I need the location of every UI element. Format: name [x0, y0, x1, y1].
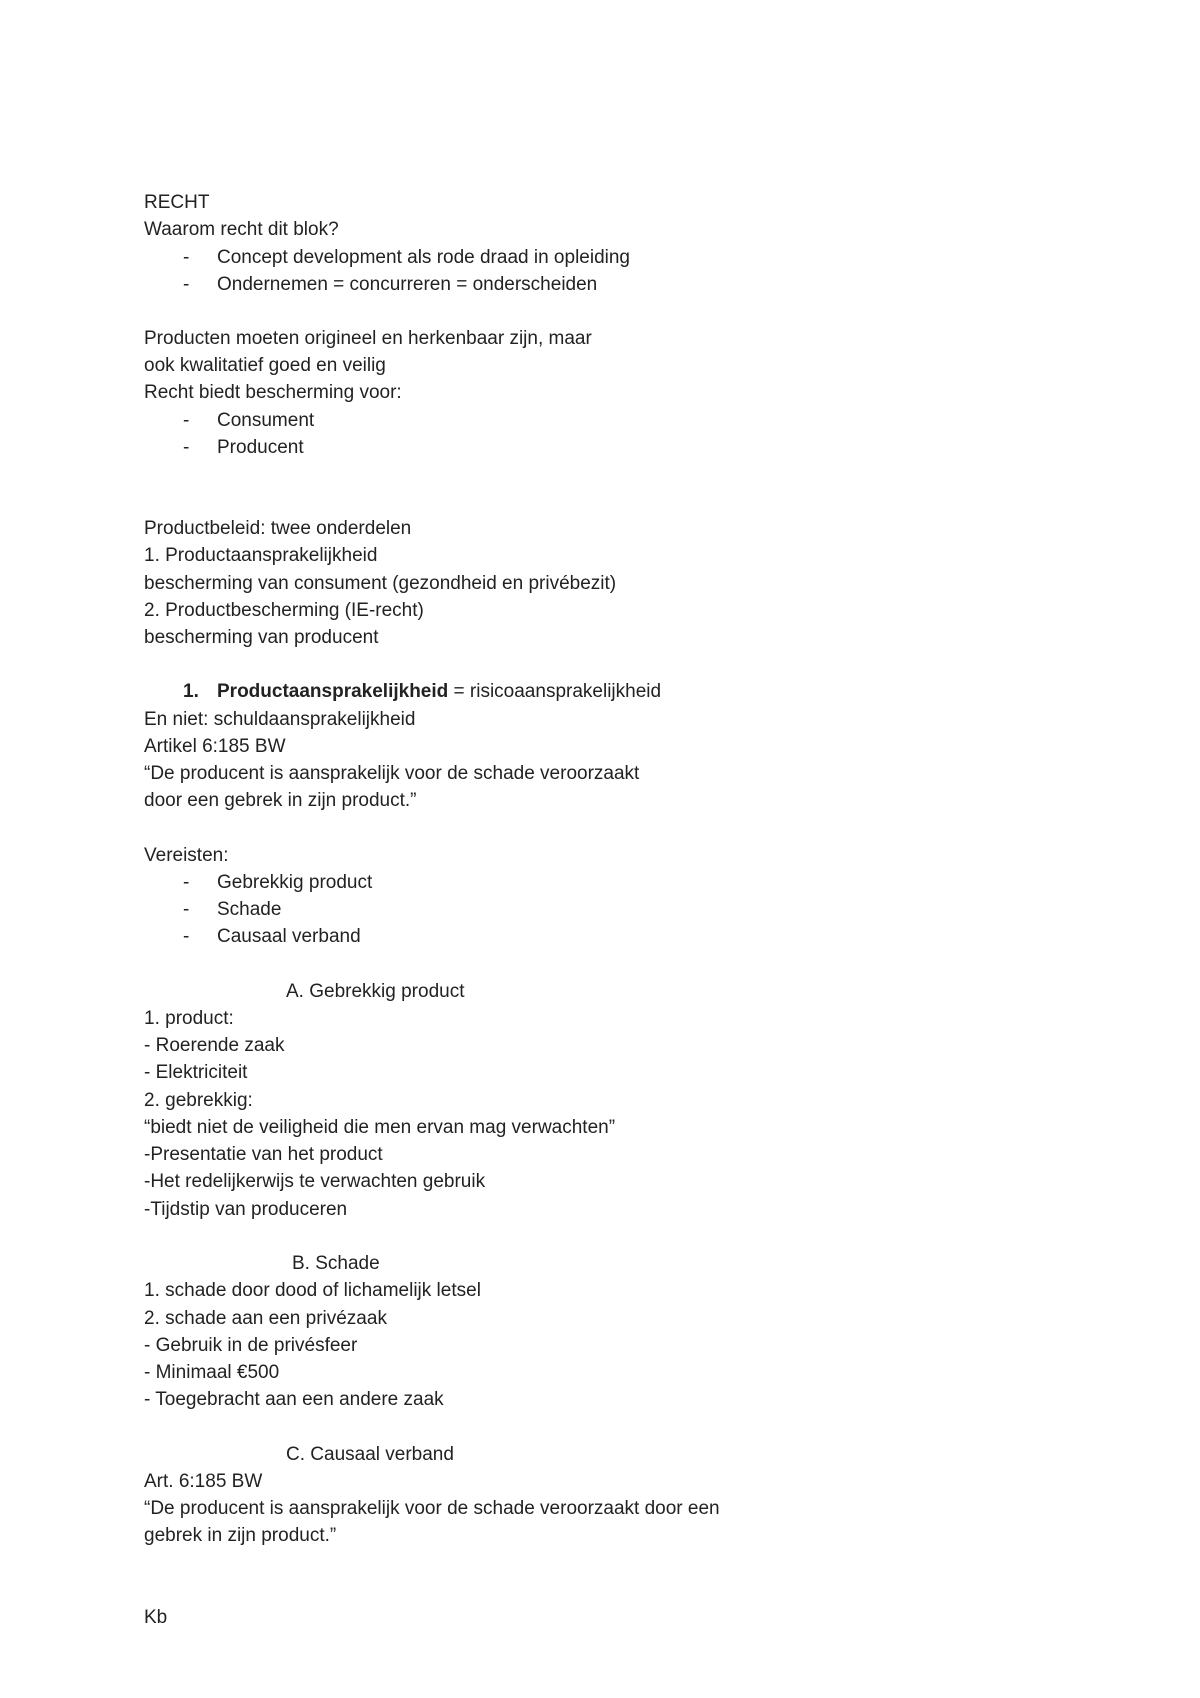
bullet-dash: -	[183, 247, 190, 268]
paragraph-line: En niet: schuldaansprakelijkheid	[144, 709, 416, 730]
section-bold-title: Productaansprakelijkheid	[217, 681, 449, 702]
quote-line: “biedt niet de veiligheid die men ervan mag verwachten”	[144, 1117, 616, 1138]
paragraph-line: 1. schade door dood of lichamelijk letsel	[144, 1280, 481, 1301]
quote-line: “De producent is aansprakelijk voor de schade veroorzaakt	[144, 763, 640, 784]
quote-line: gebrek in zijn product.”	[144, 1525, 337, 1546]
bullet-dash: -	[183, 899, 190, 920]
paragraph-line: - Gebruik in de privésfeer	[144, 1335, 358, 1356]
beleid-item-desc: bescherming van consument (gezondheid en privébezit)	[144, 573, 617, 594]
paragraph-line: -Het redelijkerwijs te verwachten gebruik	[144, 1171, 486, 1192]
paragraph-line: - Minimaal €500	[144, 1362, 280, 1383]
paragraph-line: 2. schade aan een privézaak	[144, 1308, 387, 1329]
bullet-dash: -	[183, 872, 190, 893]
protection-bullet: Consument	[217, 410, 315, 431]
section-heading	[217, 678, 661, 705]
requirement-item: Gebrekkig product	[217, 872, 373, 893]
beleid-heading: Productbeleid: twee onderdelen	[144, 518, 412, 539]
paragraph-line: -Presentatie van het product	[144, 1144, 383, 1165]
bullet-dash: -	[183, 410, 190, 431]
paragraph-line: Recht biedt bescherming voor:	[144, 382, 402, 403]
requirement-item: Schade	[217, 899, 282, 920]
intro-bullet: Ondernemen = concurreren = onderscheiden	[217, 274, 598, 295]
beleid-item: 2. Productbescherming (IE-recht)	[144, 600, 424, 621]
subsection-heading: A. Gebrekkig product	[286, 981, 465, 1002]
subsection-heading: B. Schade	[292, 1253, 380, 1274]
paragraph-line: Producten moeten origineel en herkenbaar zijn, maar	[144, 328, 592, 349]
subsection-heading: C. Causaal verband	[286, 1444, 454, 1465]
section-title-rest: = risicoaansprakelijkheid	[448, 681, 662, 702]
intro-question: Waarom recht dit blok?	[144, 219, 339, 240]
paragraph-line: - Roerende zaak	[144, 1035, 285, 1056]
requirement-item: Causaal verband	[217, 926, 361, 947]
bullet-dash: -	[183, 926, 190, 947]
bullet-dash: -	[183, 437, 190, 458]
beleid-item-desc: bescherming van producent	[144, 627, 379, 648]
beleid-item: 1. Productaansprakelijkheid	[144, 545, 378, 566]
paragraph-line: -Tijdstip van produceren	[144, 1199, 348, 1220]
paragraph-line: 1. product:	[144, 1008, 234, 1029]
paragraph-line: - Toegebracht aan een andere zaak	[144, 1389, 444, 1410]
page-footer: Kb	[144, 1607, 168, 1628]
protection-bullet: Producent	[217, 437, 304, 458]
section-number: 1.	[183, 681, 199, 702]
paragraph-line: ook kwalitatief goed en veilig	[144, 355, 386, 376]
intro-bullet: Concept development als rode draad in opleiding	[217, 247, 630, 268]
requirements-label: Vereisten:	[144, 845, 229, 866]
paragraph-line: 2. gebrekkig:	[144, 1090, 253, 1111]
document-title: RECHT	[144, 192, 210, 213]
bullet-dash: -	[183, 274, 190, 295]
article-reference: Artikel 6:185 BW	[144, 736, 286, 757]
article-reference: Art. 6:185 BW	[144, 1471, 263, 1492]
paragraph-line: - Elektriciteit	[144, 1062, 248, 1083]
quote-line: door een gebrek in zijn product.”	[144, 790, 417, 811]
quote-line: “De producent is aansprakelijk voor de schade veroorzaakt door een	[144, 1498, 720, 1519]
